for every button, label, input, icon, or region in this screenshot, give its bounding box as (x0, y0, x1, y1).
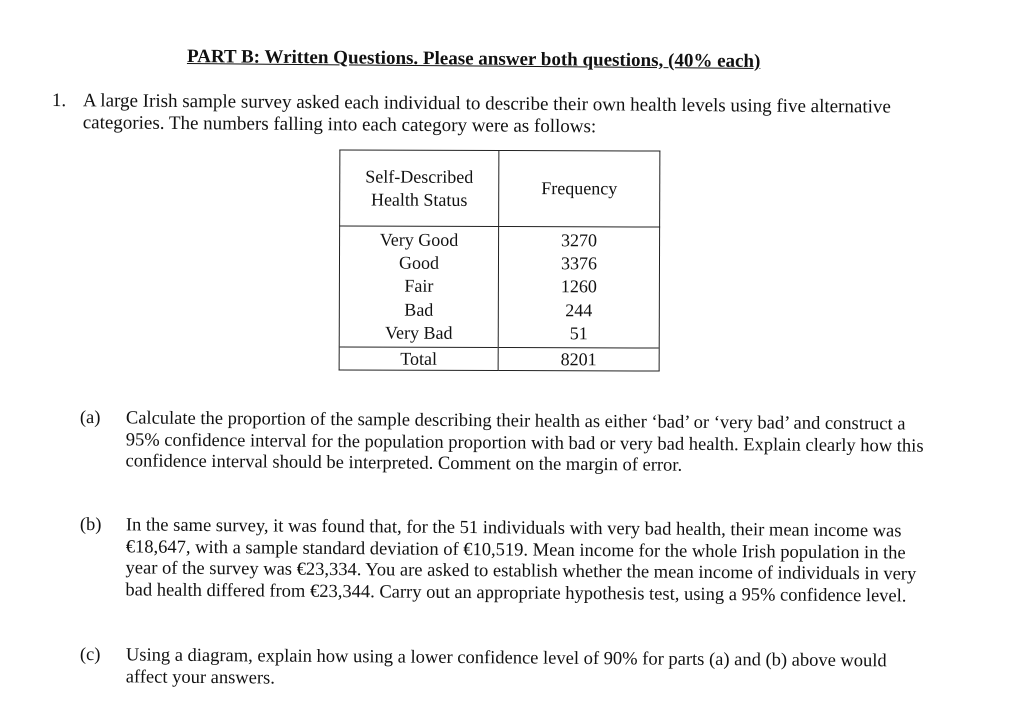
part-letter: (a) (79, 408, 101, 429)
question-text: A large Irish sample survey asked each individual to describe their own health levels using five alternative categories. The numbers falling into each category were as follows: (82, 90, 891, 138)
part-b (79, 515, 940, 606)
part-letter: (c) (79, 645, 101, 666)
part-a (79, 408, 940, 476)
part-letter: (b) (79, 515, 102, 536)
status-cell: Good (398, 252, 440, 273)
part-text: In the same survey, it was found that, for the 51 individuals with very bad health, their mean income was €18,647, with a sample standard deviation of €10,519. Mean income for the whole Irish population in the year of the survey was €23,334. You are asked to establish whether the mean income of individuals in very bad health differed from €23,344. Carry out an appropriate hypothesis test, using a 95% confidence level. (125, 515, 917, 606)
header-health-status: Self-Described Health Status (340, 150, 499, 227)
question-number: 1. (51, 90, 67, 112)
part-text: Calculate the proportion of the sample describing their health as either ‘bad’ or ‘very bad’ and construct a 95% confidence interval for the population proportion with bad or very bad health. Explain clearly how this confidence interval should be interpreted. Comment on the margin of error. (125, 408, 924, 476)
total-label: Total (339, 347, 498, 371)
part-text: Using a diagram, explain how using a lower confidence level of 90% for parts (a) and (b) above would affect your answers. (125, 645, 887, 689)
frequency-cell: 244 (565, 299, 593, 320)
status-cell: Fair (404, 276, 434, 297)
frequency-cell: 3270 (561, 230, 598, 251)
status-cell: Very Good (379, 229, 459, 250)
frequency-cell: 3376 (560, 253, 598, 274)
status-column (339, 226, 498, 347)
table-body-row (339, 226, 659, 348)
frequency-cell: 1260 (560, 276, 597, 297)
frequency-column (498, 226, 659, 347)
total-value: 8201 (498, 347, 659, 371)
frequency-table (339, 149, 661, 371)
total-row (339, 347, 659, 371)
frequency-cell: 51 (569, 322, 588, 344)
section-heading: PART B: Written Questions. Please answer both questions, (40% each) (186, 46, 761, 73)
part-c (79, 645, 940, 689)
question-1 (51, 90, 932, 138)
header-frequency: Frequency (499, 150, 660, 227)
status-cell: Very Bad (384, 322, 453, 343)
status-cell: Bad (404, 299, 434, 320)
